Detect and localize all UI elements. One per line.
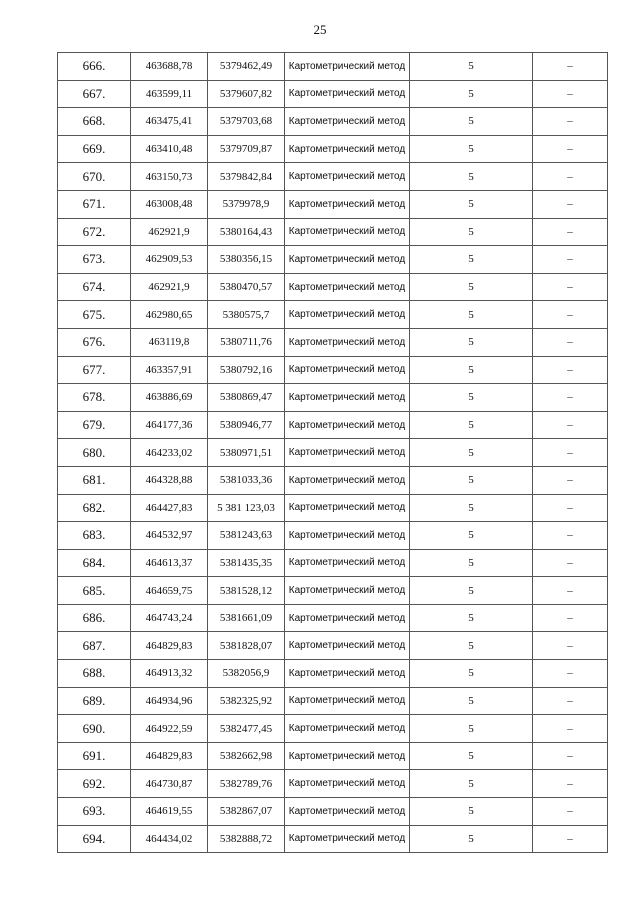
description-cell: – — [533, 439, 608, 467]
description-cell: – — [533, 190, 608, 218]
description-cell: – — [533, 770, 608, 798]
x-coordinate-cell: 463008,48 — [131, 190, 208, 218]
y-coordinate-cell: 5379607,82 — [208, 80, 285, 108]
description-cell: – — [533, 522, 608, 550]
table-row — [58, 577, 608, 605]
accuracy-cell: 5 — [410, 522, 533, 550]
table-row — [58, 190, 608, 218]
point-number-cell: 685. — [58, 577, 131, 605]
y-coordinate-cell: 5382056,9 — [208, 660, 285, 688]
x-coordinate-cell: 464233,02 — [131, 439, 208, 467]
method-cell: Картометрический метод — [285, 466, 410, 494]
y-coordinate-cell: 5379842,84 — [208, 163, 285, 191]
point-number-cell: 684. — [58, 549, 131, 577]
point-number-cell: 667. — [58, 80, 131, 108]
description-cell: – — [533, 577, 608, 605]
description-cell: – — [533, 384, 608, 412]
table-row — [58, 411, 608, 439]
table-row — [58, 135, 608, 163]
x-coordinate-cell: 464934,96 — [131, 687, 208, 715]
accuracy-cell: 5 — [410, 825, 533, 853]
x-coordinate-cell: 464829,83 — [131, 632, 208, 660]
point-number-cell: 692. — [58, 770, 131, 798]
point-number-cell: 691. — [58, 742, 131, 770]
point-number-cell: 673. — [58, 246, 131, 274]
x-coordinate-cell: 463119,8 — [131, 328, 208, 356]
accuracy-cell: 5 — [410, 328, 533, 356]
method-cell: Картометрический метод — [285, 604, 410, 632]
x-coordinate-cell: 464532,97 — [131, 522, 208, 550]
table-row — [58, 549, 608, 577]
point-number-cell: 680. — [58, 439, 131, 467]
x-coordinate-cell: 462980,65 — [131, 301, 208, 329]
point-number-cell: 677. — [58, 356, 131, 384]
x-coordinate-cell: 463599,11 — [131, 80, 208, 108]
accuracy-cell: 5 — [410, 494, 533, 522]
table-row — [58, 273, 608, 301]
x-coordinate-cell: 464913,32 — [131, 660, 208, 688]
description-cell: – — [533, 798, 608, 826]
method-cell: Картометрический метод — [285, 163, 410, 191]
table-row — [58, 301, 608, 329]
x-coordinate-cell: 464427,83 — [131, 494, 208, 522]
x-coordinate-cell: 464619,55 — [131, 798, 208, 826]
table-row — [58, 742, 608, 770]
method-cell: Картометрический метод — [285, 53, 410, 81]
method-cell: Картометрический метод — [285, 770, 410, 798]
point-number-cell: 694. — [58, 825, 131, 853]
y-coordinate-cell: 5380792,16 — [208, 356, 285, 384]
point-number-cell: 683. — [58, 522, 131, 550]
description-cell: – — [533, 246, 608, 274]
table-row — [58, 218, 608, 246]
x-coordinate-cell: 463688,78 — [131, 53, 208, 81]
description-cell: – — [533, 356, 608, 384]
table-row — [58, 687, 608, 715]
y-coordinate-cell: 5382325,92 — [208, 687, 285, 715]
accuracy-cell: 5 — [410, 604, 533, 632]
method-cell: Картометрический метод — [285, 273, 410, 301]
point-number-cell: 690. — [58, 715, 131, 743]
table-row — [58, 660, 608, 688]
point-number-cell: 688. — [58, 660, 131, 688]
method-cell: Картометрический метод — [285, 108, 410, 136]
y-coordinate-cell: 5379703,68 — [208, 108, 285, 136]
table-row — [58, 108, 608, 136]
description-cell: – — [533, 301, 608, 329]
x-coordinate-cell: 463410,48 — [131, 135, 208, 163]
description-cell: – — [533, 715, 608, 743]
description-cell: – — [533, 53, 608, 81]
description-cell: – — [533, 163, 608, 191]
y-coordinate-cell: 5380575,7 — [208, 301, 285, 329]
method-cell: Картометрический метод — [285, 660, 410, 688]
description-cell: – — [533, 218, 608, 246]
accuracy-cell: 5 — [410, 301, 533, 329]
description-cell: – — [533, 80, 608, 108]
point-number-cell: 682. — [58, 494, 131, 522]
x-coordinate-cell: 463886,69 — [131, 384, 208, 412]
point-number-cell: 687. — [58, 632, 131, 660]
point-number-cell: 671. — [58, 190, 131, 218]
accuracy-cell: 5 — [410, 660, 533, 688]
description-cell: – — [533, 825, 608, 853]
accuracy-cell: 5 — [410, 439, 533, 467]
description-cell: – — [533, 549, 608, 577]
accuracy-cell: 5 — [410, 798, 533, 826]
method-cell: Картометрический метод — [285, 301, 410, 329]
accuracy-cell: 5 — [410, 190, 533, 218]
table-row — [58, 825, 608, 853]
x-coordinate-cell: 464743,24 — [131, 604, 208, 632]
table-row — [58, 466, 608, 494]
table-row — [58, 715, 608, 743]
accuracy-cell: 5 — [410, 108, 533, 136]
method-cell: Картометрический метод — [285, 135, 410, 163]
table-row — [58, 80, 608, 108]
point-number-cell: 678. — [58, 384, 131, 412]
accuracy-cell: 5 — [410, 384, 533, 412]
method-cell: Картометрический метод — [285, 411, 410, 439]
y-coordinate-cell: 5380164,43 — [208, 218, 285, 246]
y-coordinate-cell: 5379462,49 — [208, 53, 285, 81]
x-coordinate-cell: 463150,73 — [131, 163, 208, 191]
table-row — [58, 384, 608, 412]
table-row — [58, 53, 608, 81]
accuracy-cell: 5 — [410, 715, 533, 743]
y-coordinate-cell: 5382888,72 — [208, 825, 285, 853]
x-coordinate-cell: 463475,41 — [131, 108, 208, 136]
description-cell: – — [533, 135, 608, 163]
page-number: 25 — [313, 22, 327, 37]
y-coordinate-cell: 5380869,47 — [208, 384, 285, 412]
y-coordinate-cell: 5379978,9 — [208, 190, 285, 218]
table-row — [58, 356, 608, 384]
table-row — [58, 522, 608, 550]
x-coordinate-cell: 464829,83 — [131, 742, 208, 770]
description-cell: – — [533, 411, 608, 439]
x-coordinate-cell: 464177,36 — [131, 411, 208, 439]
table-row — [58, 770, 608, 798]
description-cell: – — [533, 494, 608, 522]
table-row — [58, 632, 608, 660]
y-coordinate-cell: 5380356,15 — [208, 246, 285, 274]
table-row — [58, 604, 608, 632]
point-number-cell: 674. — [58, 273, 131, 301]
y-coordinate-cell: 5381435,35 — [208, 549, 285, 577]
point-number-cell: 693. — [58, 798, 131, 826]
y-coordinate-cell: 5382477,45 — [208, 715, 285, 743]
method-cell: Картометрический метод — [285, 687, 410, 715]
point-number-cell: 672. — [58, 218, 131, 246]
accuracy-cell: 5 — [410, 577, 533, 605]
accuracy-cell: 5 — [410, 80, 533, 108]
coordinates-table — [57, 52, 608, 853]
accuracy-cell: 5 — [410, 218, 533, 246]
y-coordinate-cell: 5382789,76 — [208, 770, 285, 798]
description-cell: – — [533, 108, 608, 136]
y-coordinate-cell: 5381243,63 — [208, 522, 285, 550]
method-cell: Картометрический метод — [285, 190, 410, 218]
description-cell: – — [533, 687, 608, 715]
y-coordinate-cell: 5380946,77 — [208, 411, 285, 439]
x-coordinate-cell: 464328,88 — [131, 466, 208, 494]
method-cell: Картометрический метод — [285, 522, 410, 550]
table-row — [58, 163, 608, 191]
x-coordinate-cell: 462909,53 — [131, 246, 208, 274]
accuracy-cell: 5 — [410, 466, 533, 494]
y-coordinate-cell: 5382867,07 — [208, 798, 285, 826]
x-coordinate-cell: 462921,9 — [131, 273, 208, 301]
x-coordinate-cell: 462921,9 — [131, 218, 208, 246]
table-row — [58, 328, 608, 356]
accuracy-cell: 5 — [410, 53, 533, 81]
point-number-cell: 689. — [58, 687, 131, 715]
point-number-cell: 668. — [58, 108, 131, 136]
y-coordinate-cell: 5 381 123,03 — [208, 494, 285, 522]
y-coordinate-cell: 5380971,51 — [208, 439, 285, 467]
accuracy-cell: 5 — [410, 742, 533, 770]
x-coordinate-cell: 464659,75 — [131, 577, 208, 605]
accuracy-cell: 5 — [410, 687, 533, 715]
accuracy-cell: 5 — [410, 356, 533, 384]
accuracy-cell: 5 — [410, 632, 533, 660]
method-cell: Картометрический метод — [285, 246, 410, 274]
point-number-cell: 666. — [58, 53, 131, 81]
y-coordinate-cell: 5380711,76 — [208, 328, 285, 356]
point-number-cell: 670. — [58, 163, 131, 191]
method-cell: Картометрический метод — [285, 798, 410, 826]
method-cell: Картометрический метод — [285, 80, 410, 108]
accuracy-cell: 5 — [410, 411, 533, 439]
x-coordinate-cell: 464922,59 — [131, 715, 208, 743]
description-cell: – — [533, 466, 608, 494]
y-coordinate-cell: 5381528,12 — [208, 577, 285, 605]
accuracy-cell: 5 — [410, 770, 533, 798]
point-number-cell: 679. — [58, 411, 131, 439]
description-cell: – — [533, 273, 608, 301]
table-row — [58, 798, 608, 826]
method-cell: Картометрический метод — [285, 577, 410, 605]
description-cell: – — [533, 604, 608, 632]
y-coordinate-cell: 5381661,09 — [208, 604, 285, 632]
accuracy-cell: 5 — [410, 273, 533, 301]
point-number-cell: 681. — [58, 466, 131, 494]
point-number-cell: 675. — [58, 301, 131, 329]
y-coordinate-cell: 5380470,57 — [208, 273, 285, 301]
point-number-cell: 686. — [58, 604, 131, 632]
accuracy-cell: 5 — [410, 549, 533, 577]
method-cell: Картометрический метод — [285, 384, 410, 412]
x-coordinate-cell: 464613,37 — [131, 549, 208, 577]
method-cell: Картометрический метод — [285, 328, 410, 356]
description-cell: – — [533, 660, 608, 688]
y-coordinate-cell: 5379709,87 — [208, 135, 285, 163]
y-coordinate-cell: 5382662,98 — [208, 742, 285, 770]
accuracy-cell: 5 — [410, 246, 533, 274]
method-cell: Картометрический метод — [285, 439, 410, 467]
point-number-cell: 676. — [58, 328, 131, 356]
method-cell: Картометрический метод — [285, 715, 410, 743]
description-cell: – — [533, 328, 608, 356]
x-coordinate-cell: 464730,87 — [131, 770, 208, 798]
x-coordinate-cell: 463357,91 — [131, 356, 208, 384]
method-cell: Картометрический метод — [285, 494, 410, 522]
method-cell: Картометрический метод — [285, 632, 410, 660]
x-coordinate-cell: 464434,02 — [131, 825, 208, 853]
accuracy-cell: 5 — [410, 163, 533, 191]
table-row — [58, 494, 608, 522]
method-cell: Картометрический метод — [285, 549, 410, 577]
method-cell: Картометрический метод — [285, 742, 410, 770]
table-row — [58, 439, 608, 467]
table-row — [58, 246, 608, 274]
description-cell: – — [533, 632, 608, 660]
accuracy-cell: 5 — [410, 135, 533, 163]
y-coordinate-cell: 5381828,07 — [208, 632, 285, 660]
method-cell: Картометрический метод — [285, 218, 410, 246]
y-coordinate-cell: 5381033,36 — [208, 466, 285, 494]
description-cell: – — [533, 742, 608, 770]
method-cell: Картометрический метод — [285, 356, 410, 384]
method-cell: Картометрический метод — [285, 825, 410, 853]
table-body — [58, 53, 608, 853]
point-number-cell: 669. — [58, 135, 131, 163]
